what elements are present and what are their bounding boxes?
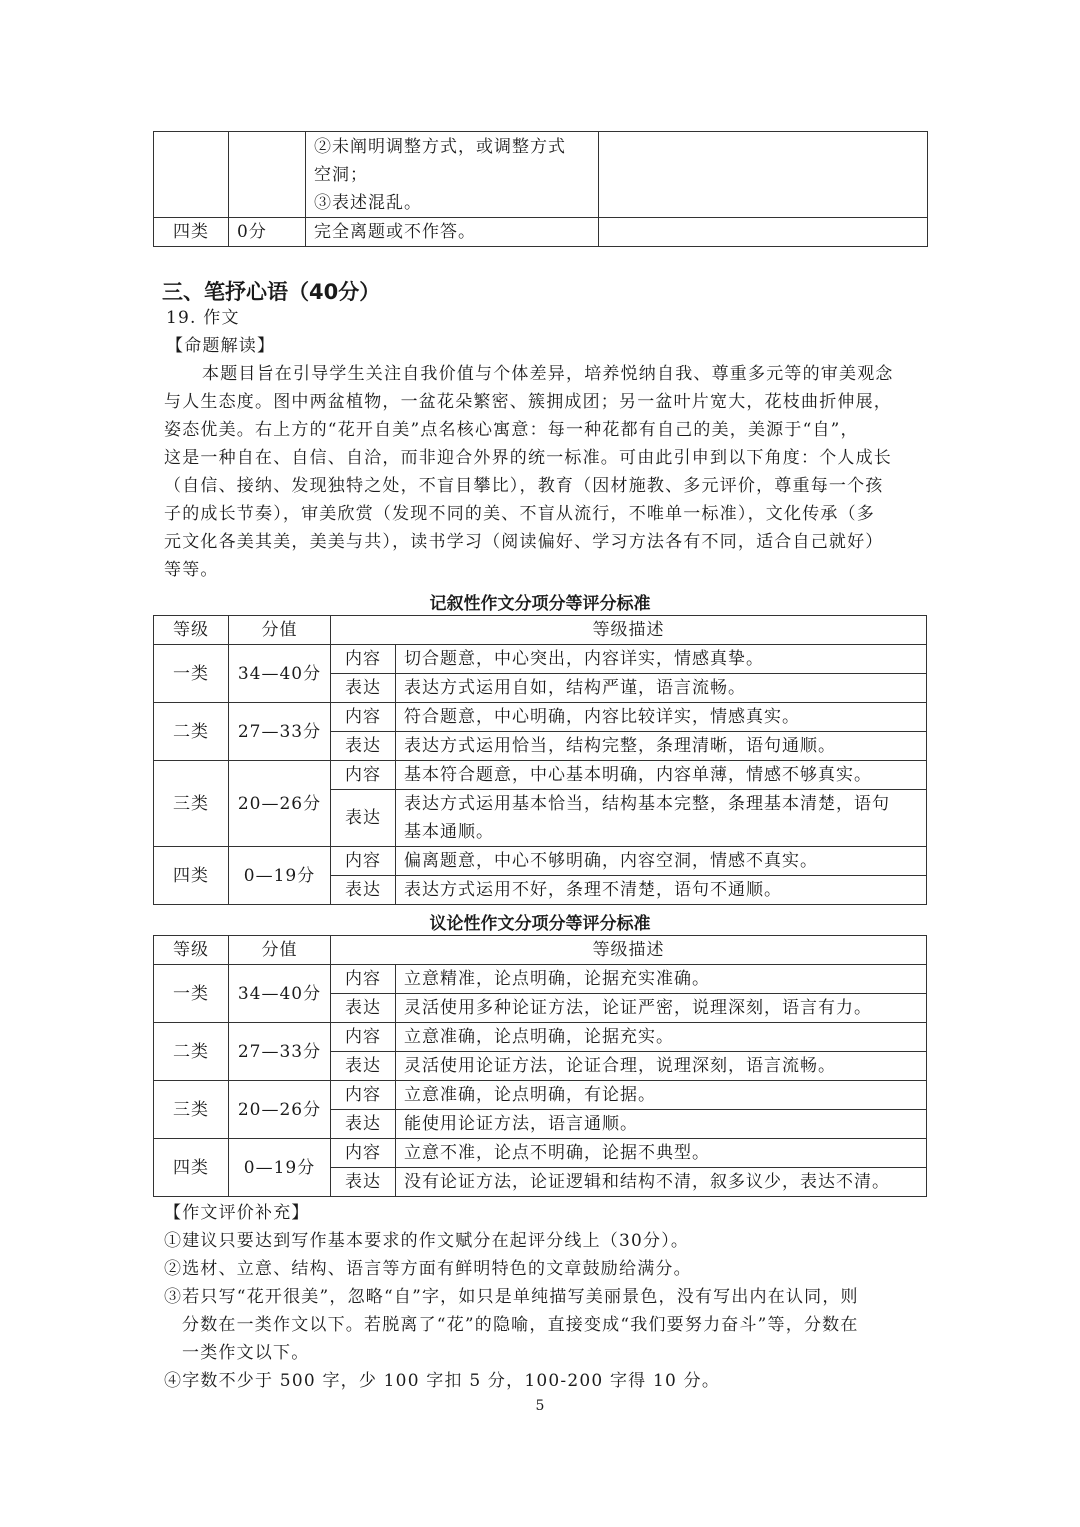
level-cell: 一类 [154,965,229,1023]
level-cell: 四类 [154,1139,229,1197]
header-score: 分值 [229,936,331,965]
narrative-score-table [153,615,927,905]
cell-empty [599,132,928,218]
level-cell: 三类 [154,1081,229,1139]
supplement-item: ③若只写“花开很美”，忽略“自”字，如只是单纯描写美丽景色，没有写出内在认同，则 [164,1287,859,1307]
top-score-table [153,131,928,247]
level-cell: 三类 [154,761,229,847]
expression-label: 表达 [331,1110,396,1139]
content-label: 内容 [331,645,396,674]
intro-label: 【命题解读】 [166,336,276,356]
page-number: 5 [535,1398,545,1414]
content-label: 内容 [331,847,396,876]
supplement-item-cont: 分数在一类作文以下。若脱离了“花”的隐喻，直接变成“我们要努力奋斗”等，分数在 [182,1315,859,1335]
description-cell: 完全离题或不作答。 [306,218,599,247]
content-label: 内容 [331,965,396,994]
content-label: 内容 [331,1081,396,1110]
argument-table-title: 议论性作文分项分等评分标准 [429,914,651,934]
content-desc: 立意精准，论点明确，论据充实准确。 [396,965,927,994]
score-cell: 27—33分 [229,1023,331,1081]
expression-desc: 灵活使用论证方法，论证合理，说理深刻，语言流畅。 [396,1052,927,1081]
header-score: 分值 [229,616,331,645]
expression-label: 表达 [331,790,396,847]
cell-empty [229,132,306,218]
score-cell: 27—33分 [229,703,331,761]
desc-line: ②未阐明调整方式，或调整方式 [314,136,566,157]
expression-desc: 表达方式运用自如，结构严谨，语言流畅。 [396,674,927,703]
content-label: 内容 [331,761,396,790]
score-cell: 20—26分 [229,761,331,847]
supplement-label: 【作文评价补充】 [164,1203,310,1223]
expression-label: 表达 [331,994,396,1023]
score-cell: 0分 [229,218,306,247]
score-cell: 0—19分 [229,1139,331,1197]
header-description: 等级描述 [331,616,927,645]
cell-empty [599,218,928,247]
header-level: 等级 [154,936,229,965]
expression-label: 表达 [331,674,396,703]
question-number: 19. 作文 [166,308,240,328]
intro-line: 姿态优美。右上方的“花开自美”点名核心寓意：每一种花都有自己的美，美源于“自”， [164,420,859,440]
expression-desc: 表达方式运用不好，条理不清楚，语句不通顺。 [396,876,927,905]
content-label: 内容 [331,1139,396,1168]
cell-description [306,132,599,218]
expression-desc: 表达方式运用恰当，结构完整，条理清晰，语句通顺。 [396,732,927,761]
intro-paragraph [164,360,934,584]
score-cell: 34—40分 [229,645,331,703]
level-cell: 二类 [154,1023,229,1081]
intro-line: 本题目旨在引导学生关注自我价值与个体差异，培养悦纳自我、尊重多元等的审美观念 [202,364,894,384]
desc-line: 空洞； [314,164,368,185]
level-cell: 二类 [154,703,229,761]
score-cell: 20—26分 [229,1081,331,1139]
content-label: 内容 [331,703,396,732]
supplement-item: ①建议只要达到写作基本要求的作文赋分在起评分线上（30分）。 [164,1231,690,1251]
expression-line: 基本通顺。 [404,822,494,842]
content-desc: 符合题意，中心明确，内容比较详实，情感真实。 [396,703,927,732]
section-heading: 三、笔抒心语（40分） [162,280,381,304]
score-cell: 0—19分 [229,847,331,905]
intro-line: 这是一种自在、自信、自洽，而非迎合外界的统一标准。可由此引申到以下角度：个人成长 [164,448,892,468]
intro-line: 等等。 [164,560,219,580]
content-desc: 偏离题意，中心不够明确，内容空洞，情感不真实。 [396,847,927,876]
expression-label: 表达 [331,876,396,905]
content-label: 内容 [331,1023,396,1052]
intro-line: 与人生态度。图中两盆植物，一盆花朵繁密、簇拥成团；另一盆叶片宽大，花枝曲折伸展， [164,392,892,412]
intro-line: （自信、接纳、发现独特之处，不盲目攀比），教育（因材施教、多元评价，尊重每一个孩 [164,476,884,496]
intro-line: 子的成长节奏），审美欣赏（发现不同的美、不盲从流行，不唯单一标准），文化传承（多 [164,504,875,524]
expression-desc: 没有论证方法，论证逻辑和结构不清，叙多议少，表达不清。 [396,1168,927,1197]
header-level: 等级 [154,616,229,645]
supplement-item: ②选材、立意、结构、语言等方面有鲜明特色的文章鼓励给满分。 [164,1259,692,1279]
content-desc: 立意准确，论点明确，有论据。 [396,1081,927,1110]
supplement-section [164,1199,934,1395]
supplement-item-cont: 一类作文以下。 [182,1343,310,1363]
argument-score-table [153,935,927,1197]
expression-line: 表达方式运用基本恰当，结构基本完整，条理基本清楚，语句 [404,794,890,814]
expression-label: 表达 [331,732,396,761]
content-desc: 基本符合题意，中心基本明确，内容单薄，情感不够真实。 [396,761,927,790]
content-desc: 立意不准，论点不明确，论据不典型。 [396,1139,927,1168]
narrative-table-title: 记叙性作文分项分等评分标准 [429,594,651,614]
level-cell: 四类 [154,218,229,247]
cell-empty [154,132,229,218]
intro-line: 元文化各美其美，美美与共），读书学习（阅读偏好、学习方法各有不同，适合自己就好） [164,532,884,552]
expression-label: 表达 [331,1168,396,1197]
supplement-item: ④字数不少于 500 字，少 100 字扣 5 分，100-200 字得 10 分。 [164,1371,721,1391]
header-description: 等级描述 [331,936,927,965]
level-cell: 一类 [154,645,229,703]
content-desc: 切合题意，中心突出，内容详实，情感真挚。 [396,645,927,674]
expression-desc: 灵活使用多种论证方法，论证严密，说理深刻，语言有力。 [396,994,927,1023]
expression-desc [396,790,927,847]
expression-label: 表达 [331,1052,396,1081]
expression-desc: 能使用论证方法，语言通顺。 [396,1110,927,1139]
level-cell: 四类 [154,847,229,905]
content-desc: 立意准确，论点明确，论据充实。 [396,1023,927,1052]
desc-line: ③表述混乱。 [314,192,422,213]
score-cell: 34—40分 [229,965,331,1023]
